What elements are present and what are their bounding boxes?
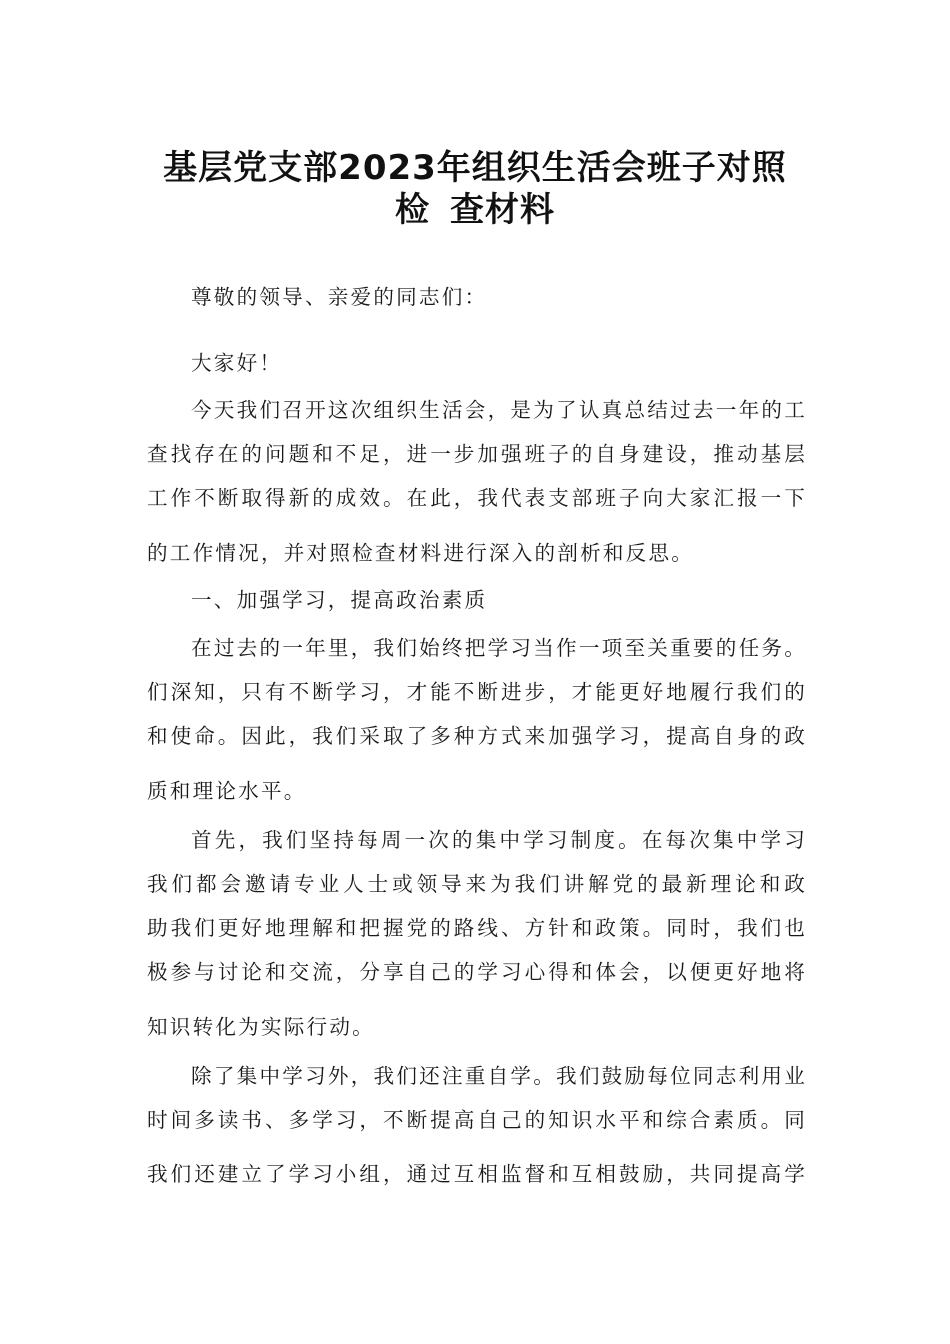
body-line: 极参与讨论和交流，分享自己的学习心得和体会，以便更好地将 <box>147 960 807 984</box>
body-line: 除了集中学习外，我们还注重自学。我们鼓励每位同志利用业 <box>191 1064 807 1088</box>
body-line: 首先，我们坚持每周一次的集中学习制度。在每次集中学习 <box>191 828 807 852</box>
section-heading: 一、加强学习，提高政治素质 <box>191 588 488 612</box>
title-word-part-a: 检 <box>395 190 430 230</box>
body-line: 质和理论水平。 <box>147 779 307 803</box>
body-line: 知识转化为实际行动。 <box>147 1015 375 1039</box>
title-word-part-b: 查材料 <box>450 190 555 230</box>
document-title-line-2 <box>100 190 850 230</box>
body-line: 们深知，只有不断学习，才能不断进步，才能更好地履行我们的 <box>147 680 807 704</box>
body-line: 在过去的一年里，我们始终把学习当作一项至关重要的任务。 <box>191 636 807 660</box>
body-line: 今天我们召开这次组织生活会，是为了认真总结过去一年的工 <box>191 398 807 422</box>
body-line: 工作不断取得新的成效。在此，我代表支部班子向大家汇报一下 <box>147 486 807 510</box>
body-line: 我们还建立了学习小组，通过互相监督和互相鼓励，共同提高学 <box>147 1162 807 1186</box>
body-line: 时间多读书、多学习，不断提高自己的知识水平和综合素质。同 <box>147 1108 807 1132</box>
body-line: 我们都会邀请专业人士或领导来为我们讲解党的最新理论和政 <box>147 872 807 896</box>
greeting: 大家好！ <box>191 351 283 375</box>
document-title-line-1: 基层党支部2023年组织生活会班子对照 <box>163 148 787 188</box>
body-line: 查找存在的问题和不足，进一步加强班子的自身建设，推动基层 <box>147 442 807 466</box>
salutation: 尊敬的领导、亲爱的同志们： <box>191 285 488 309</box>
body-line: 助我们更好地理解和把握党的路线、方针和政策。同时，我们也 <box>147 916 807 940</box>
body-line: 的工作情况，并对照检查材料进行深入的剖析和反思。 <box>147 541 695 565</box>
body-line: 和使命。因此，我们采取了多种方式来加强学习，提高自身的政 <box>147 724 807 748</box>
